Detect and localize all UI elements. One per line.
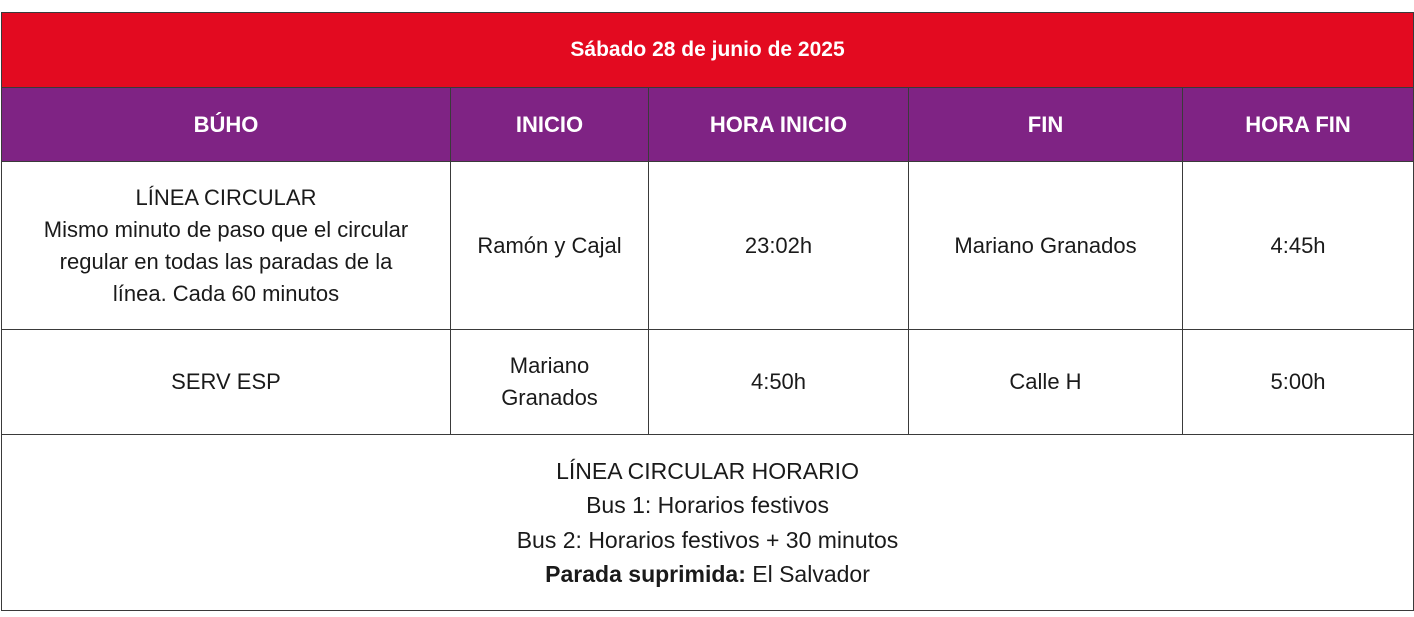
cell-fin: Mariano Granados — [909, 162, 1183, 330]
header-hora-inicio: HORA INICIO — [649, 88, 909, 162]
cell-text-line: SERV ESP — [171, 369, 281, 394]
header-row — [2, 88, 1414, 162]
schedule-title: Sábado 28 de junio de 2025 — [2, 13, 1414, 88]
header-fin: FIN — [909, 88, 1183, 162]
footer-line: Bus 2: Horarios festivos + 30 minutos — [516, 526, 899, 553]
header-buho: BÚHO — [2, 88, 451, 162]
footer-line: Bus 1: Horarios festivos — [586, 492, 829, 518]
footer-line: LÍNEA CIRCULAR HORARIO — [556, 457, 859, 484]
cell-buho — [2, 162, 451, 330]
cell-text-line: Mariano — [509, 353, 590, 378]
schedule-container — [1, 12, 1414, 611]
title-row — [2, 13, 1414, 88]
suppressed-stop-label: Parada suprimida: — [545, 561, 746, 587]
footer-notes — [2, 435, 1414, 611]
cell-text-line: Mismo minuto de paso que el circular — [43, 216, 409, 242]
suppressed-stop-value: El Salvador — [752, 561, 870, 587]
cell-text-line: regular en todas las paradas de la — [59, 248, 393, 274]
suppressed-stop-note — [14, 557, 1401, 592]
cell-text-line: Ramón y Cajal — [477, 232, 622, 258]
table-row — [2, 162, 1414, 330]
cell-hora-fin: 4:45h — [1183, 162, 1414, 330]
cell-fin: Calle H — [909, 330, 1183, 435]
cell-hora-inicio: 4:50h — [649, 330, 909, 435]
cell-text-line: Granados — [501, 385, 598, 410]
footer-row — [2, 435, 1414, 611]
header-hora-fin: HORA FIN — [1183, 88, 1414, 162]
cell-hora-inicio: 23:02h — [649, 162, 909, 330]
cell-text-line: línea. Cada 60 minutos — [112, 280, 340, 306]
schedule-table — [1, 12, 1414, 611]
header-inicio: INICIO — [451, 88, 649, 162]
cell-inicio — [451, 162, 649, 330]
cell-text-line: LÍNEA CIRCULAR — [135, 184, 317, 210]
cell-buho — [2, 330, 451, 435]
table-row — [2, 330, 1414, 435]
cell-inicio — [451, 330, 649, 435]
cell-hora-fin: 5:00h — [1183, 330, 1414, 435]
